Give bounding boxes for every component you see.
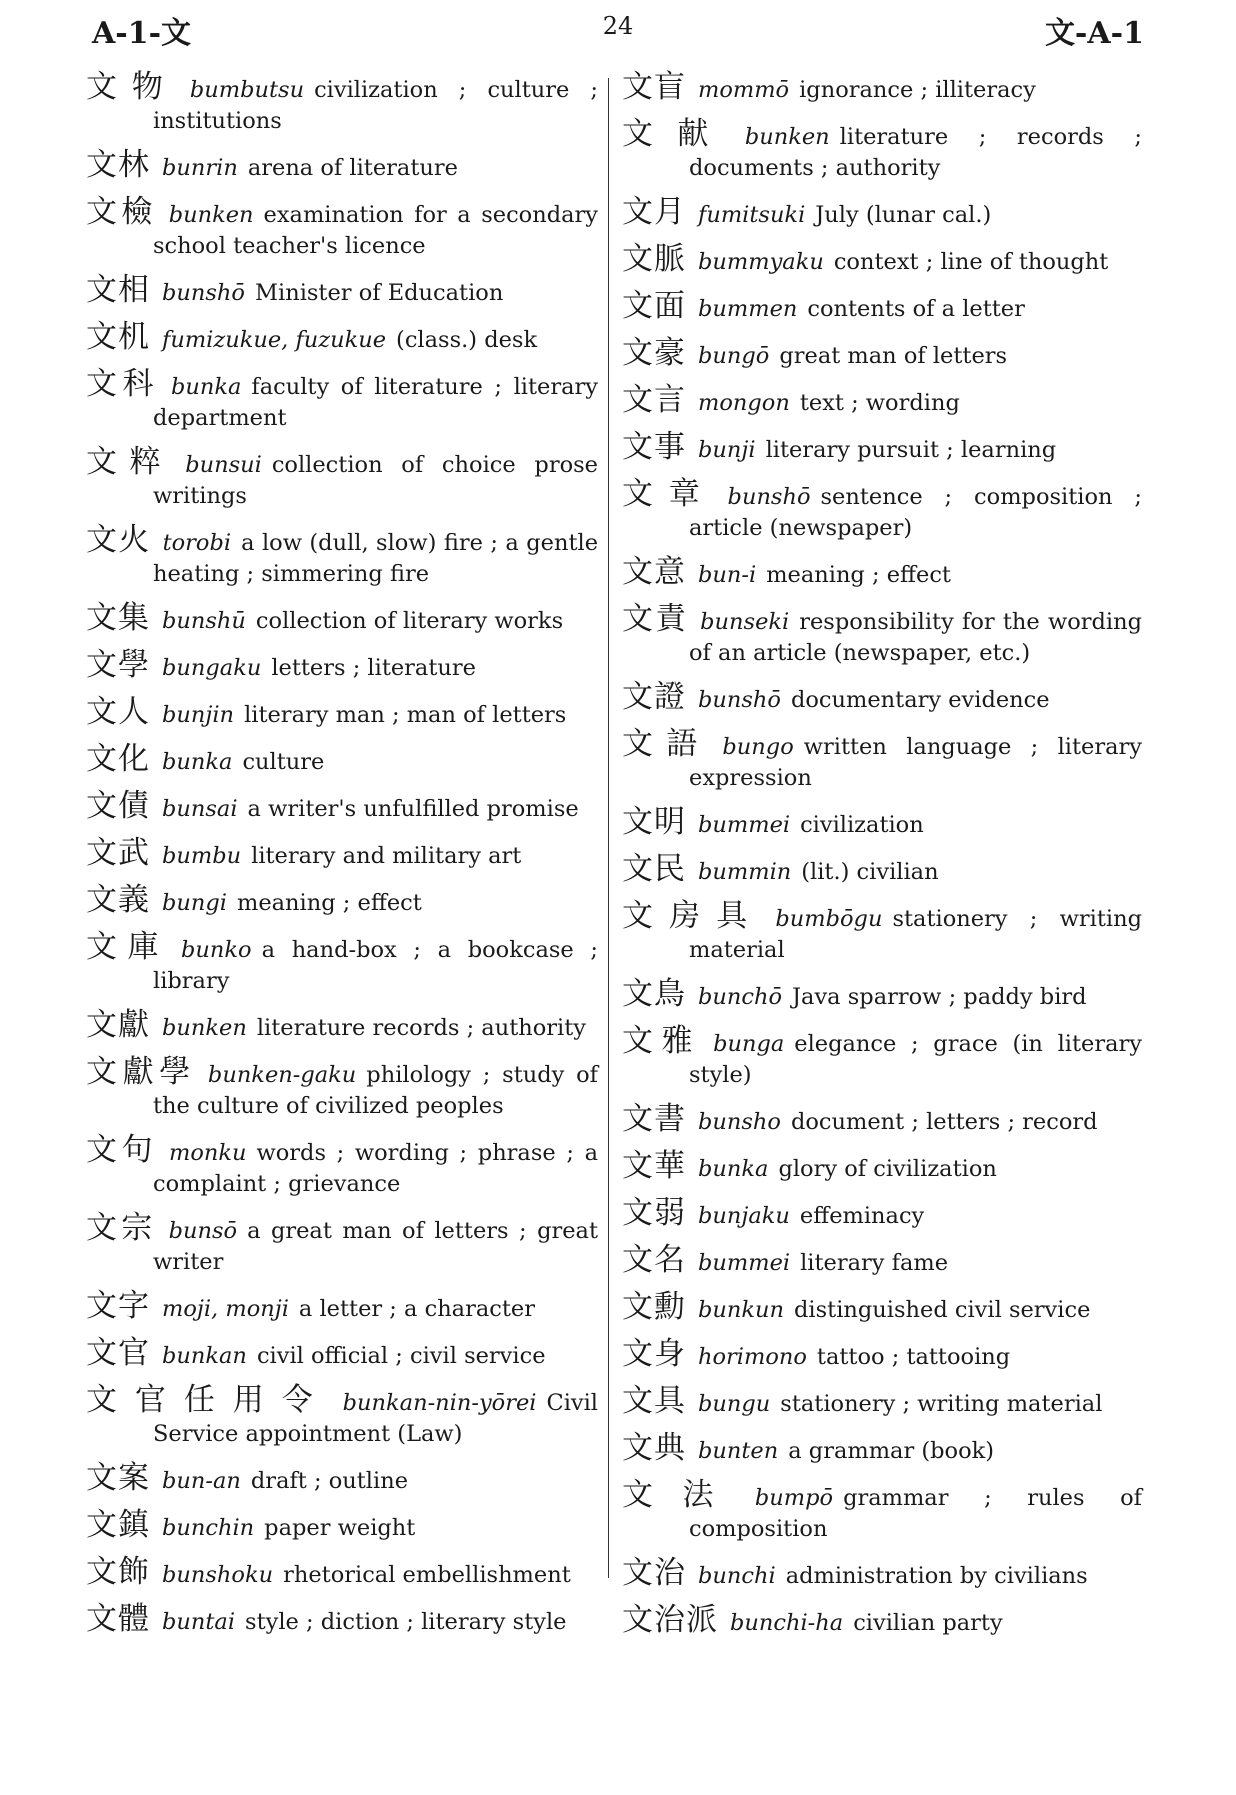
dictionary-entry	[622, 335, 1142, 372]
entry-reading: bunka	[698, 1156, 769, 1182]
entry-kanji: 文盲	[622, 69, 686, 105]
entry-definition: culture	[242, 749, 325, 775]
entry-reading: bungo	[722, 734, 794, 760]
entry-definition: literary fame	[800, 1250, 949, 1276]
entry-kanji: 文身	[622, 1336, 686, 1372]
entry-kanji: 文治派	[622, 1602, 718, 1638]
dictionary-entry	[622, 288, 1142, 325]
entry-definition: documentary evidence	[790, 687, 1050, 713]
dictionary-entry	[622, 194, 1142, 231]
dictionary-entry	[622, 1195, 1142, 1232]
entry-reading: bumbutsu	[189, 77, 305, 103]
dictionary-entry	[622, 1555, 1142, 1592]
entry-definition: philology ; study of the culture of civilized peoples	[153, 1062, 599, 1119]
dictionary-entry	[86, 741, 598, 778]
entry-definition: responsibility for the wording of an article (newspaper, etc.)	[689, 609, 1142, 666]
entry-reading: monku	[168, 1140, 247, 1166]
entry-reading: bunten	[698, 1438, 779, 1464]
dictionary-entry	[622, 554, 1142, 591]
entry-reading: bungi	[162, 890, 227, 916]
entry-reading: bummei	[698, 1250, 791, 1276]
entry-reading: bungu	[698, 1391, 771, 1417]
dictionary-entry	[622, 601, 1142, 669]
entry-kanji: 文弱	[622, 1195, 686, 1231]
entry-definition: literary pursuit ; learning	[765, 437, 1057, 463]
entry-definition: text ; wording	[799, 390, 960, 416]
entry-kanji: 文林	[86, 147, 150, 183]
entry-reading: bunken	[744, 124, 830, 150]
entry-kanji: 文机	[86, 319, 150, 355]
entry-definition: effeminacy	[799, 1203, 925, 1229]
entry-reading: bunshō	[727, 484, 811, 510]
entry-kanji: 文面	[622, 288, 686, 324]
dictionary-entry	[86, 1007, 598, 1044]
dictionary-entry	[622, 241, 1142, 278]
entry-reading: bumbu	[162, 843, 242, 869]
entry-kanji: 文化	[86, 741, 150, 777]
entry-kanji: 文科	[86, 366, 159, 402]
entry-definition: collection of literary works	[255, 608, 564, 634]
entry-reading: bunchi-ha	[730, 1610, 844, 1636]
entry-definition: a writer's unfulfilled promise	[247, 796, 579, 822]
entry-reading: bunsai	[162, 796, 238, 822]
dictionary-entry	[86, 1210, 598, 1278]
dictionary-entry	[622, 116, 1142, 184]
entry-reading: bunshū	[162, 608, 246, 634]
dictionary-entry	[86, 1132, 598, 1200]
dictionary-entry	[622, 1289, 1142, 1326]
dictionary-entry	[86, 194, 598, 262]
dictionary-entry	[622, 1101, 1142, 1138]
entry-reading: bungaku	[162, 655, 262, 681]
dictionary-entry	[622, 898, 1142, 966]
column-divider	[608, 78, 609, 1578]
entry-definition: literary man ; man of letters	[244, 702, 567, 728]
entry-kanji: 文雅	[622, 1023, 702, 1059]
entry-kanji: 文民	[622, 851, 686, 887]
entry-kanji: 文責	[622, 601, 689, 637]
right-column	[622, 69, 1143, 1652]
entry-kanji: 文脈	[622, 241, 686, 277]
dictionary-entry	[622, 976, 1142, 1013]
dictionary-entry	[86, 835, 598, 872]
entry-reading: bunjin	[162, 702, 235, 728]
entry-reading: bunshō	[162, 280, 245, 306]
entry-kanji: 文鳥	[622, 976, 686, 1012]
entry-kanji: 文具	[622, 1383, 686, 1419]
entry-definition: civilization	[800, 812, 924, 838]
entry-kanji: 文章	[622, 476, 716, 512]
page-number: 24	[602, 12, 634, 40]
entry-kanji: 文典	[622, 1430, 686, 1466]
entry-reading: bunseki	[700, 609, 790, 635]
entry-reading: bunrin	[162, 155, 238, 181]
entry-reading: bummin	[698, 859, 792, 885]
entry-reading: bun-an	[162, 1468, 241, 1494]
dictionary-entry	[86, 444, 598, 512]
dictionary-entry	[86, 600, 598, 637]
entry-reading: bun-i	[698, 562, 757, 588]
entry-kanji: 文書	[622, 1101, 686, 1137]
entry-definition: civilization ; culture ; institutions	[153, 77, 598, 134]
entry-reading: bunken	[168, 202, 254, 228]
entry-reading: bunkun	[698, 1297, 785, 1323]
dictionary-entry	[86, 69, 598, 137]
entry-kanji: 文物	[86, 69, 178, 105]
entry-definition: a low (dull, slow) fire ; a gentle heating ; simmering fire	[153, 530, 599, 587]
entry-kanji: 文學	[86, 647, 150, 683]
dictionary-entry	[622, 382, 1142, 419]
entry-kanji: 文粹	[86, 444, 174, 480]
left-column	[86, 69, 599, 1651]
entry-reading: bumpō	[754, 1485, 834, 1511]
entry-reading: torobi	[162, 530, 232, 556]
entry-definition: (class.) desk	[396, 327, 538, 353]
entry-reading: bunkan	[162, 1343, 247, 1369]
dictionary-entry	[622, 429, 1142, 466]
entry-reading: bunsho	[698, 1109, 781, 1135]
dictionary-entry	[86, 788, 598, 825]
entry-reading: buntai	[162, 1609, 236, 1635]
entry-reading: bunchi	[698, 1563, 776, 1589]
entry-definition: literature records ; authority	[256, 1015, 587, 1041]
dictionary-entry	[622, 1148, 1142, 1185]
dictionary-entry	[86, 882, 598, 919]
entry-definition: contents of a letter	[807, 296, 1025, 322]
entry-kanji: 文庫	[86, 929, 170, 965]
entry-kanji: 文火	[86, 522, 151, 558]
dictionary-entry	[622, 804, 1142, 841]
entry-definition: faculty of literature ; literary department	[153, 374, 598, 431]
entry-definition: tattoo ; tattooing	[816, 1344, 1011, 1370]
entry-kanji: 文明	[622, 804, 686, 840]
entry-reading: mommō	[698, 77, 790, 103]
entry-definition: written language ; literary expression	[689, 734, 1143, 791]
entry-kanji: 文句	[86, 1132, 157, 1168]
entry-definition: meaning ; effect	[236, 890, 422, 916]
entry-reading: bunsō	[168, 1218, 238, 1244]
entry-definition: arena of literature	[247, 155, 458, 181]
entry-reading: bunken	[162, 1015, 247, 1041]
header-left-guide: A-1-文	[92, 16, 192, 51]
entry-kanji: 文意	[622, 554, 686, 590]
entry-reading: horimono	[698, 1344, 807, 1370]
entry-definition: collection of choice prose writings	[153, 452, 598, 509]
entry-definition: July (lunar cal.)	[815, 202, 992, 228]
entry-definition: distinguished civil service	[794, 1297, 1091, 1323]
entry-kanji: 文勳	[622, 1289, 686, 1325]
dictionary-entry	[86, 929, 598, 997]
entry-reading: bunken-gaku	[207, 1062, 357, 1088]
entry-definition: great man of letters	[779, 343, 1008, 369]
entry-definition: civil official ; civil service	[256, 1343, 546, 1369]
entry-kanji: 文名	[622, 1242, 686, 1278]
entry-kanji: 文集	[86, 600, 150, 636]
entry-reading: bummei	[698, 812, 791, 838]
entry-reading: bunka	[162, 749, 233, 775]
dictionary-entry	[622, 726, 1143, 794]
dictionary-entry	[622, 476, 1143, 544]
dictionary-entry	[86, 319, 598, 356]
entry-reading: fumitsuki	[698, 202, 806, 228]
entry-kanji: 文官	[86, 1335, 150, 1371]
dictionary-entry	[622, 1242, 1142, 1279]
entry-kanji: 文字	[86, 1288, 150, 1324]
entry-kanji: 文鎮	[86, 1507, 150, 1543]
entry-definition: Minister of Education	[254, 280, 504, 306]
entry-kanji: 文檢	[86, 194, 157, 230]
entry-reading: bunko	[181, 937, 252, 963]
entry-kanji: 文華	[622, 1148, 686, 1184]
entry-reading: bunji	[698, 437, 756, 463]
entry-kanji: 文相	[86, 272, 150, 308]
dictionary-entry	[86, 647, 598, 684]
dictionary-entry	[622, 1477, 1142, 1545]
entry-definition: elegance ; grace (in literary style)	[689, 1031, 1142, 1088]
entry-reading: bunjaku	[698, 1203, 790, 1229]
dictionary-entry	[86, 694, 598, 731]
entry-kanji: 文證	[622, 679, 686, 715]
entry-definition: letters ; literature	[271, 655, 476, 681]
dictionary-entry	[86, 272, 598, 309]
entry-definition: literary and military art	[251, 843, 522, 869]
dictionary-entry	[622, 851, 1142, 888]
entry-kanji: 文語	[622, 726, 711, 762]
dictionary-entry	[86, 1054, 599, 1122]
entry-kanji: 文言	[622, 382, 686, 418]
entry-definition: a letter ; a character	[298, 1296, 535, 1322]
entry-definition: a hand-box ; a bookcase ; library	[153, 937, 598, 994]
entry-reading: bunkan-nin-yōrei	[342, 1390, 537, 1416]
entry-kanji: 文官任用令	[86, 1382, 331, 1418]
entry-definition: ignorance ; illiteracy	[799, 77, 1036, 103]
dictionary-entry	[86, 1460, 598, 1497]
entry-definition: administration by civilians	[785, 1563, 1088, 1589]
entry-definition: grammar ; rules of composition	[689, 1485, 1142, 1542]
entry-definition: glory of civilization	[778, 1156, 997, 1182]
entry-reading: bunchin	[162, 1515, 255, 1541]
dictionary-entry	[86, 522, 599, 590]
dictionary-entry	[86, 1382, 598, 1450]
entry-definition: Java sparrow ; paddy bird	[792, 984, 1087, 1010]
dictionary-entry	[86, 1601, 598, 1638]
entry-kanji: 文宗	[86, 1210, 157, 1246]
entry-reading: bunga	[713, 1031, 785, 1057]
entry-reading: moji, monji	[162, 1296, 289, 1322]
entry-definition: stationery ; writing material	[780, 1391, 1103, 1417]
entry-reading: bunka	[170, 374, 242, 400]
dictionary-entry	[622, 1383, 1142, 1420]
entry-reading: fumizukue, fuzukue	[162, 327, 387, 353]
entry-kanji: 文献	[622, 116, 733, 152]
entry-kanji: 文獻	[86, 1007, 150, 1043]
entry-definition: words ; wording ; phrase ; a complaint ; grievance	[153, 1140, 598, 1197]
entry-reading: bummyaku	[698, 249, 824, 275]
dictionary-entry	[622, 1023, 1142, 1091]
entry-reading: mongon	[698, 390, 790, 416]
dictionary-entry	[86, 147, 598, 184]
entry-kanji: 文義	[86, 882, 150, 918]
dictionary-entry	[622, 679, 1142, 716]
entry-kanji: 文案	[86, 1460, 150, 1496]
entry-definition: meaning ; effect	[766, 562, 951, 588]
entry-kanji: 文獻學	[86, 1054, 196, 1090]
dictionary-entry	[86, 1335, 598, 1372]
dictionary-entry	[86, 1507, 598, 1544]
entry-definition: document ; letters ; record	[790, 1109, 1098, 1135]
entry-definition: literature ; records ; documents ; authority	[689, 124, 1142, 181]
dictionary-entry	[86, 366, 598, 434]
entry-definition: sentence ; composition ; article (newspaper)	[689, 484, 1143, 541]
entry-definition: a great man of letters ; great writer	[153, 1218, 598, 1275]
dictionary-entry	[86, 1554, 598, 1591]
entry-kanji: 文債	[86, 788, 150, 824]
entry-reading: bunsui	[185, 452, 262, 478]
dictionary-entry	[622, 1430, 1142, 1467]
dictionary-entry	[86, 1288, 598, 1325]
entry-kanji: 文人	[86, 694, 150, 730]
entry-definition: Civil Service appointment (Law)	[153, 1390, 598, 1447]
entry-reading: bunshō	[698, 687, 781, 713]
dictionary-entry	[622, 1602, 1142, 1639]
entry-definition: (lit.) civilian	[801, 859, 939, 885]
entry-definition: examination for a secondary school teacher's licence	[153, 202, 598, 259]
entry-kanji: 文月	[622, 194, 686, 230]
entry-kanji: 文武	[86, 835, 150, 871]
entry-definition: civilian party	[853, 1610, 1003, 1636]
entry-definition: style ; diction ; literary style	[245, 1609, 567, 1635]
entry-kanji: 文房具	[622, 898, 764, 934]
entry-definition: a grammar (book)	[788, 1438, 995, 1464]
entry-reading: bunshoku	[162, 1562, 274, 1588]
entry-kanji: 文事	[622, 429, 686, 465]
entry-reading: bumbōgu	[775, 906, 883, 932]
entry-kanji: 文豪	[622, 335, 686, 371]
entry-reading: bunchō	[698, 984, 783, 1010]
entry-kanji: 文飾	[86, 1554, 150, 1590]
entry-reading: bummen	[698, 296, 798, 322]
entry-kanji: 文治	[622, 1555, 686, 1591]
entry-definition: draft ; outline	[250, 1468, 409, 1494]
header-right-guide: 文-A-1	[1044, 16, 1144, 51]
dictionary-entry	[622, 1336, 1142, 1373]
dictionary-entry	[622, 69, 1142, 106]
entry-definition: stationery ; writing material	[689, 906, 1142, 963]
entry-definition: rhetorical embellishment	[283, 1562, 571, 1588]
entry-definition: context ; line of thought	[833, 249, 1109, 275]
entry-definition: paper weight	[264, 1515, 416, 1541]
entry-reading: bungō	[698, 343, 770, 369]
entry-kanji: 文法	[622, 1477, 743, 1513]
page-header	[0, 0, 1236, 70]
entry-kanji: 文體	[86, 1601, 150, 1637]
